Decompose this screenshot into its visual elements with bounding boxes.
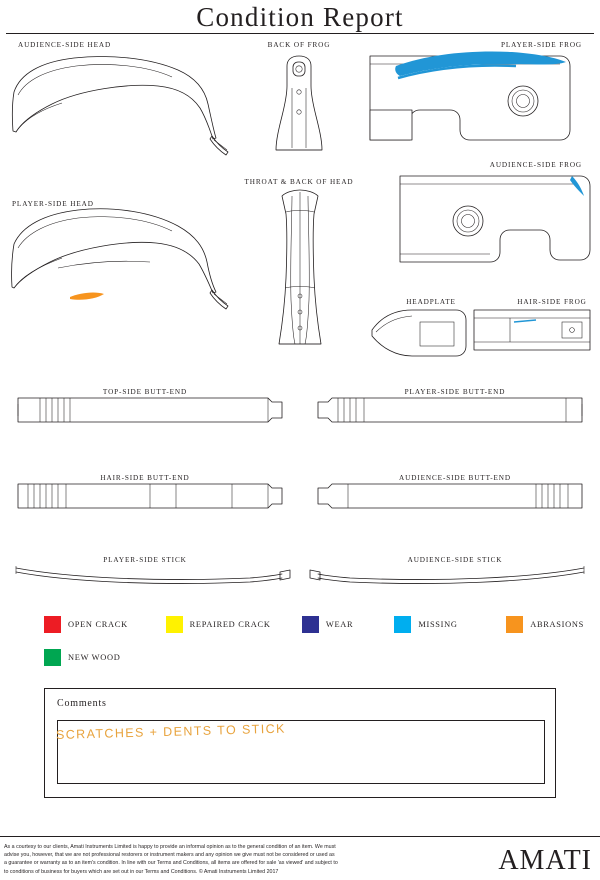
missing-mark-hair-side-frog [514,320,536,322]
caption-back-of-frog: BACK OF FROG [267,41,331,49]
comments-box [44,688,556,798]
legend-row-1 [44,612,584,636]
legend-item-abrasions [506,616,584,633]
comments-handwritten-note: SCRATCHES + DENTS TO STICK [55,721,286,742]
diagram-player-side-frog [370,52,570,140]
diagram-audience-side-frog [400,176,590,262]
legend-row-2 [44,645,584,669]
footer-divider [0,836,600,837]
swatch-repaired-crack [166,616,183,633]
footer-line-4: to conditions of business for buyers which are set out in our Terms and Conditions. © Amati Instruments Limited 2017 [4,868,279,875]
legend-item-wear [302,616,394,633]
diagram-audience-side-stick [310,566,584,584]
diagram-hair-side-frog [474,310,590,350]
title-divider [6,33,594,34]
comments-title: Comments [57,698,107,709]
legend-label-missing: MISSING [418,619,458,629]
diagram-player-side-stick [16,566,290,584]
diagram-headplate [372,310,466,356]
caption-top-side-butt-end: TOP-SIDE BUTT-END [102,388,188,396]
caption-player-side-head: PLAYER-SIDE HEAD [12,200,94,208]
swatch-abrasions [506,616,523,633]
caption-audience-side-frog: AUDIENCE-SIDE FROG [489,161,582,169]
caption-audience-side-head: AUDIENCE-SIDE HEAD [18,41,112,49]
page-title [0,2,600,33]
legend-label-abrasions: ABRASIONS [530,619,584,629]
legend-label-open-crack: OPEN CRACK [68,619,128,629]
caption-hair-side-frog: HAIR-SIDE FROG [517,298,587,306]
legend-item-missing [394,616,506,633]
caption-hair-side-butt-end: HAIR-SIDE BUTT-END [100,474,190,482]
legend [44,612,584,669]
diagram-audience-side-butt-end [318,484,582,508]
diagram-player-side-butt-end [318,398,582,422]
caption-headplate: HEADPLATE [406,298,456,306]
swatch-new-wood [44,649,61,666]
caption-player-side-butt-end: PLAYER-SIDE BUTT-END [404,388,506,396]
diagram-audience-side-head [12,57,228,156]
missing-mark-audience-side-frog [570,176,584,196]
diagram-back-of-frog [276,56,322,150]
brand-logo: AMATI [498,845,592,876]
swatch-missing [394,616,411,633]
legend-item-open-crack [44,616,166,633]
legend-label-wear: WEAR [325,619,354,629]
legend-label-repaired-crack: REPAIRED CRACK [189,619,271,629]
diagram-top-side-butt-end [18,398,282,422]
legend-item-repaired-crack [166,616,302,633]
missing-mark-player-side-frog [395,52,566,76]
page-title-text: Condition Report [196,2,404,32]
swatch-wear [302,616,319,633]
diagram-hair-side-butt-end [18,484,282,508]
caption-audience-side-butt-end: AUDIENCE-SIDE BUTT-END [399,474,511,482]
caption-throat-back-of-head: THROAT & BACK OF HEAD [244,178,354,186]
legend-item-new-wood [44,649,121,666]
footer-line-2: advise you, however, that we are not professional restorers or instrument makers and any opinion we give must not be considered or used as [4,852,335,859]
caption-player-side-frog: PLAYER-SIDE FROG [500,41,582,49]
footer-line-3: a guarantee or warranty as to an item's condition. In line with our Terms and Conditions, all items are offered for sale 'as viewed' and subject to [4,860,338,867]
swatch-open-crack [44,616,61,633]
caption-player-side-stick: PLAYER-SIDE STICK [103,556,187,564]
legend-label-new-wood: NEW WOOD [68,652,121,662]
abrasion-mark-player-side-head [70,293,104,300]
diagram-throat-back-of-head [279,190,321,344]
footer-line-1: As a courtesy to our clients, Amati Instruments Limited is happy to provide an informal opinion as to the general condition of an item. We must [4,844,336,850]
diagram-player-side-head [12,209,228,309]
caption-audience-side-stick: AUDIENCE-SIDE STICK [407,556,503,564]
footer-disclaimer [4,843,434,876]
